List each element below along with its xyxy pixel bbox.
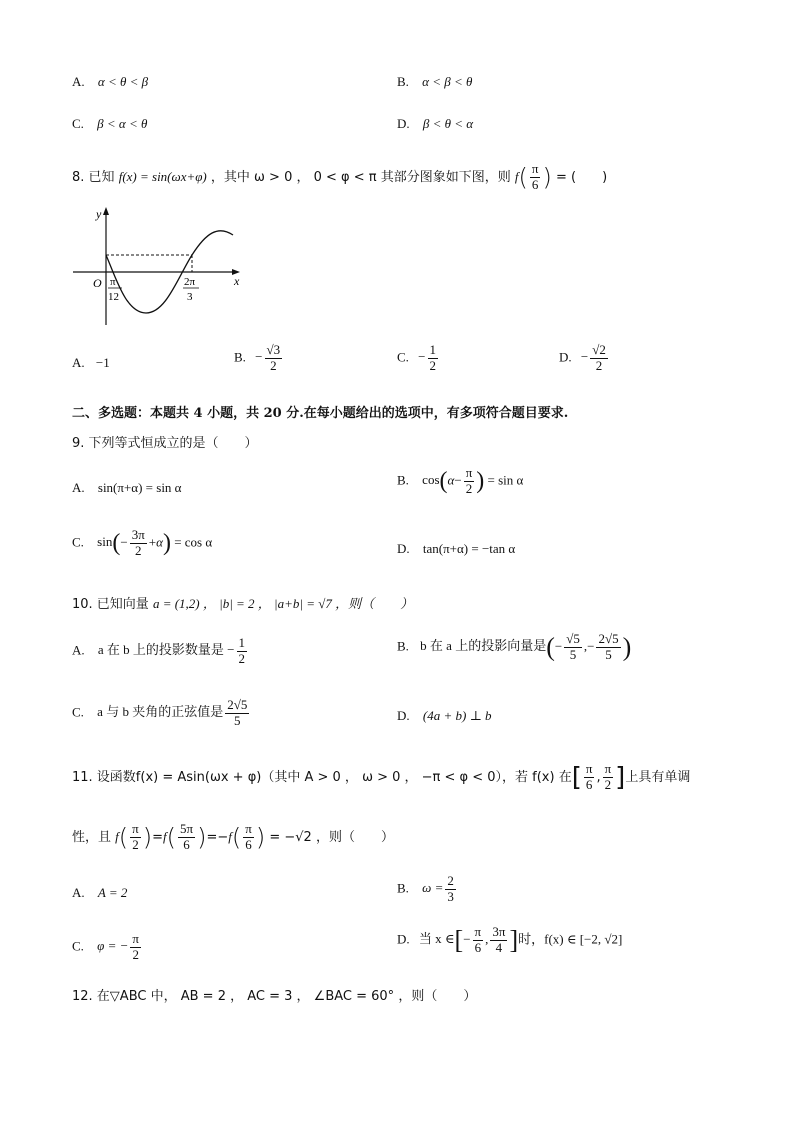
frac-num: π: [465, 465, 473, 480]
frac-den: 2: [429, 357, 437, 373]
q8-option-d: [559, 343, 610, 374]
sine-graph: [68, 205, 248, 330]
q11-option-d: D. 当 x ∈[− $\frac{\pi}{6}$ , $\frac{3\pi}{4}$ ]时，f(x) ∈ [−2, √2]: [397, 924, 623, 955]
option-expr: β < θ < α: [422, 116, 474, 131]
fraction: [243, 822, 254, 853]
frac-num: π: [132, 931, 139, 946]
frac-den: 2: [134, 542, 142, 558]
fraction: [530, 162, 541, 193]
stem-condition: ，其中 ω > 0 ， 0 < φ < π 其部分图象如下图，则: [210, 169, 511, 185]
paren-left: (: [546, 632, 555, 662]
fraction: [130, 528, 147, 559]
alpha-symbol: α: [447, 472, 455, 488]
frac-den: 2: [604, 776, 612, 792]
q8-option-b: [234, 343, 284, 374]
frac-den: 6: [585, 776, 593, 792]
option-expr: −1: [95, 355, 110, 370]
fraction: [265, 343, 283, 374]
frac-num: 1: [238, 635, 245, 650]
option-label: A.: [72, 642, 85, 658]
q8-option-c: [397, 343, 440, 374]
q9-option-b: B. cos(α− $\frac{\pi}{2}$ ) = sin α: [397, 465, 524, 496]
option-expr: = cos α: [174, 534, 213, 550]
frac-den: 3: [447, 888, 454, 904]
frac-num: 1: [429, 342, 437, 357]
option-label: A.: [72, 480, 85, 495]
option-label: B.: [397, 638, 409, 654]
option-label: B.: [397, 880, 409, 896]
frac-num: √3: [266, 342, 281, 357]
option-expr: (4a + b) ⊥ b: [422, 708, 492, 723]
option-func: cos: [422, 472, 440, 488]
fraction: [178, 822, 195, 853]
q12-stem: 12. 在▽ABC 中， AB = 2 ， AC = 3 ， ∠BAC = 60° ，则（ ）: [72, 989, 477, 1004]
bracket-left: [: [571, 762, 582, 793]
frac-num: π: [585, 761, 593, 776]
fraction: [237, 636, 248, 667]
paren-left: (: [166, 823, 177, 852]
option-label: D.: [397, 541, 410, 556]
frac-num: π: [132, 821, 139, 836]
option-text: a 与 b 夹角的正弦值是: [97, 704, 224, 720]
paren-left: (: [518, 163, 528, 192]
option-expr: α < θ < β: [97, 74, 149, 89]
fraction: [603, 762, 614, 793]
fraction: [130, 932, 141, 963]
paren-right: ): [142, 823, 153, 852]
q9-stem: 9. 下列等式恒成立的是（ ）: [72, 436, 258, 451]
q11-option-b: [397, 874, 458, 905]
q11-option-c: [72, 932, 143, 963]
origin-label: O: [93, 276, 102, 290]
frac-num: π: [604, 761, 612, 776]
frac-num: √5: [566, 631, 580, 646]
fraction: [596, 632, 620, 663]
q11-stem-line2: 性，且 f( $\frac{\pi}{2}$ )=f( $\frac{5\pi}{6}$ )=−f( $\frac{\pi}{6}$ ) = −√2 ，则（ ）: [72, 821, 394, 852]
stem-text: 11. 设函数f(x) = Asin(ωx + φ)（其中 A > 0 ， ω > 0 ， −π < φ < 0），若 f(x) 在: [72, 769, 572, 785]
frac-num: 2√5: [598, 631, 619, 646]
option-label: C.: [397, 349, 409, 365]
fraction: [564, 632, 582, 663]
tick2-den: 3: [187, 291, 193, 303]
fraction: [428, 343, 439, 374]
option-text: a 在 b 上的投影数量是 −: [97, 642, 235, 658]
fraction: [130, 822, 141, 853]
option-expr: φ = −: [97, 938, 129, 954]
q9-option-a: [72, 480, 182, 496]
bracket-left: [: [454, 925, 464, 955]
option-label: D.: [397, 116, 410, 131]
frac-den: 2: [132, 836, 139, 852]
option-label: D.: [397, 931, 410, 947]
q10-option-d: [397, 708, 492, 724]
alpha-symbol: α: [156, 534, 163, 550]
stem-end: = ( ): [555, 169, 608, 185]
frac-den: 2: [238, 650, 245, 666]
stem-text: 已知: [88, 169, 115, 185]
frac-num: 3π: [131, 527, 145, 542]
frac-num: 2: [447, 873, 454, 888]
option-expr: = sin α: [487, 472, 524, 488]
q10-option-a: [72, 636, 249, 667]
option-label: A.: [72, 885, 85, 900]
fraction: [584, 762, 595, 793]
option-sign: −: [580, 349, 589, 365]
bracket-right: ]: [509, 925, 519, 955]
frac-den: 6: [474, 939, 482, 955]
fraction: [473, 925, 484, 956]
paren-left: (: [112, 529, 121, 556]
frac-den: 5: [569, 646, 577, 662]
option-func: sin: [97, 534, 113, 550]
option-expr: α < β < θ: [422, 74, 473, 89]
frac-num: √2: [592, 342, 606, 357]
bracket-right: ]: [615, 762, 626, 793]
stem-text: 10. 已知向量: [72, 597, 149, 612]
f-label: f: [115, 828, 119, 844]
option-text: 时，f(x) ∈ [−2, √2]: [518, 931, 623, 947]
f-label: f: [514, 168, 519, 184]
frac-den: 6: [531, 176, 539, 192]
option-text: b 在 a 上的投影向量是: [420, 638, 547, 654]
fraction: [590, 343, 608, 374]
y-label: y: [96, 207, 102, 221]
tick1-num: π: [110, 276, 116, 288]
fraction: [464, 466, 475, 497]
fraction: [225, 698, 249, 729]
frac-num: π: [245, 821, 252, 836]
option-label: A.: [72, 74, 85, 89]
section-heading: 二、多选题：本题共 4 小题，共 20 分.在每小题给出的选项中，有多项符合题目要求.: [72, 406, 569, 421]
q10-stem: [72, 593, 413, 612]
frac-den: 4: [495, 939, 503, 955]
q9-option-c: C. sin(− $\frac{3\pi}{2}$ +α) = cos α: [72, 527, 213, 558]
y-axis-arrow: [103, 207, 109, 215]
frac-num: 5π: [180, 821, 194, 836]
stem-text: 性，且: [72, 829, 112, 845]
option-sign: −: [255, 349, 263, 365]
q10-option-b: B. b 在 a 上的投影向量是(− $\frac{√5}{5}$ ,− $\frac{2√5}{5}$ ): [397, 631, 632, 662]
frac-den: 6: [245, 836, 252, 852]
fraction: [490, 925, 507, 956]
x-label: x: [234, 274, 240, 288]
option-label: C.: [72, 704, 84, 720]
option-label: A.: [72, 355, 85, 370]
option-label: D.: [397, 708, 410, 723]
stem-expr: a = (1,2) ， |b| = 2 ， |a+b| = √7 ，则（ ）: [152, 596, 414, 611]
option-expr: tan(π+α) = −tan α: [422, 541, 516, 556]
q11-option-a: [72, 885, 127, 901]
f-label: f: [163, 828, 167, 844]
paren-right: ): [162, 529, 171, 556]
frac-num: 3π: [492, 924, 506, 939]
option-expr: sin(π+α) = sin α: [97, 480, 182, 495]
frac-den: 5: [234, 712, 241, 728]
frac-den: 2: [465, 480, 473, 496]
tick1-den: 12: [108, 291, 119, 303]
question-number: 8.: [72, 169, 85, 185]
paren-left: (: [231, 823, 242, 852]
option-label: B.: [397, 74, 409, 89]
q11-stem-line1: 11. 设函数f(x) = Asin(ωx + φ)（其中 A > 0 ， ω > 0 ， −π < φ < 0），若 f(x) 在[ $\frac{\pi}{6}$ , $\frac{\pi}{2}$ ]上具有单调: [72, 761, 691, 793]
fraction: [445, 874, 456, 905]
function-expr: f(x) = sin(ωx+φ): [118, 168, 207, 184]
stem-text: 上具有单调: [625, 769, 691, 785]
q7-option-a: [72, 74, 148, 90]
frac-den: 2: [270, 357, 277, 373]
q7-option-c: [72, 116, 147, 132]
paren-left: (: [439, 467, 448, 494]
option-label: B.: [234, 349, 246, 365]
frac-num: π: [474, 924, 482, 939]
frac-den: 2: [595, 357, 603, 373]
tick2-num: 2π: [184, 276, 196, 288]
q7-option-d: [397, 116, 473, 132]
option-expr: β < α < θ: [97, 116, 148, 131]
frac-num: 2√5: [227, 697, 248, 712]
paren-right: ): [476, 467, 485, 494]
option-expr: A = 2: [97, 885, 128, 900]
frac-num: π: [531, 161, 539, 176]
option-label: C.: [72, 938, 84, 954]
option-label: D.: [559, 349, 572, 365]
q7-option-b: [397, 74, 472, 90]
option-text: 当 x ∈: [418, 931, 455, 947]
option-sign: −: [418, 349, 426, 365]
frac-den: 5: [605, 646, 612, 662]
q8-stem: [72, 162, 607, 193]
q8-option-a: [72, 355, 110, 371]
q9-option-d: [397, 541, 515, 557]
paren-right: ): [622, 632, 632, 662]
stem-text: = −√2 ，则（ ）: [269, 829, 394, 845]
q10-option-c: [72, 698, 251, 729]
option-label: C.: [72, 534, 84, 550]
paren-left: (: [118, 823, 129, 852]
option-expr: ω =: [422, 880, 444, 896]
frac-den: 6: [183, 836, 190, 852]
paren-right: ): [542, 163, 552, 192]
f-label: f: [228, 828, 232, 844]
frac-den: 2: [132, 946, 139, 962]
paren-right: ): [255, 823, 266, 852]
option-label: B.: [397, 472, 409, 488]
option-label: C.: [72, 116, 84, 131]
paren-right: ): [197, 823, 207, 852]
